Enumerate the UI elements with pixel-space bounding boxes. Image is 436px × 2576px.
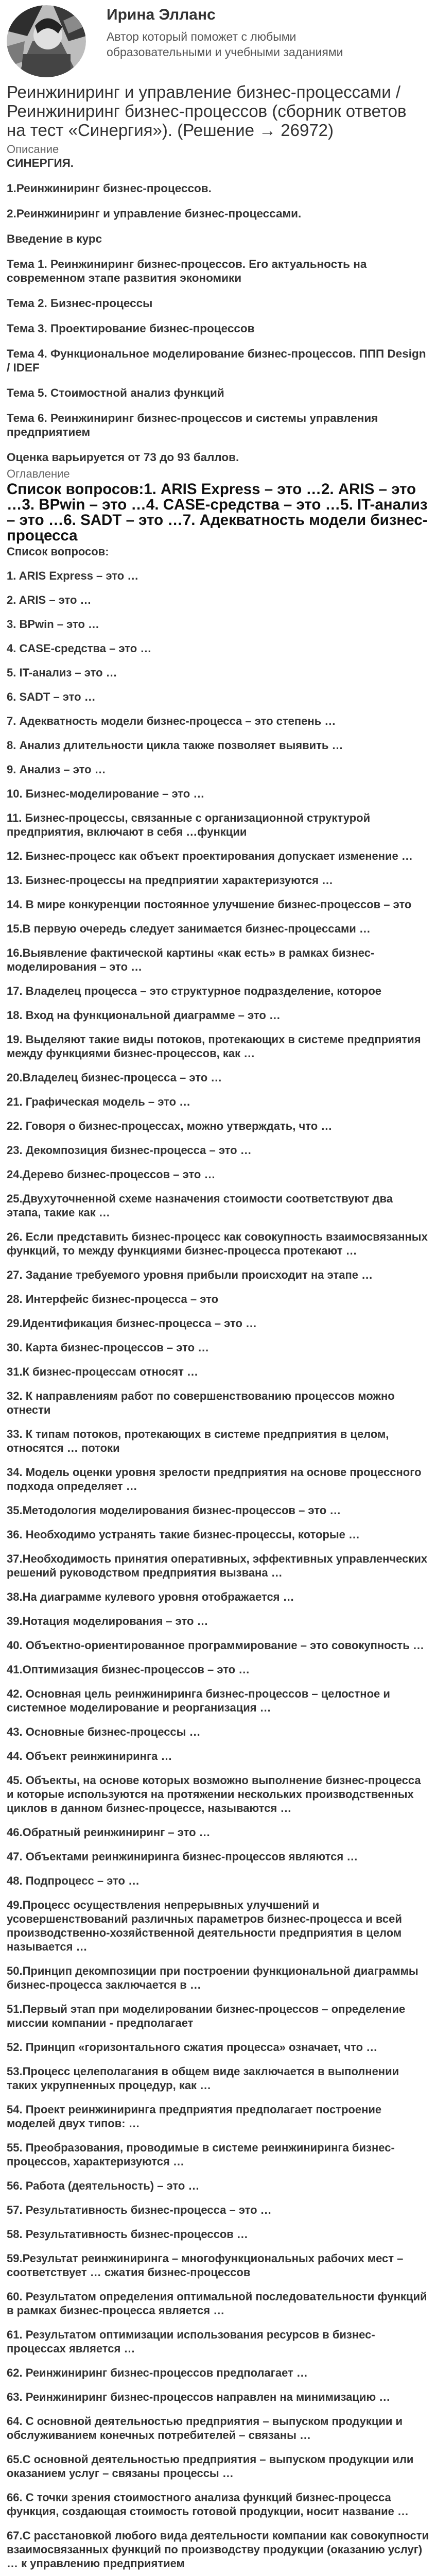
question-item: 52. Принцип «горизонтального сжатия процесса» означает, что … xyxy=(7,2041,378,2054)
question-item: 9. Анализ – это … xyxy=(7,763,106,776)
question-item: 12. Бизнес-процесс как объект проектирования допускает изменение … xyxy=(7,850,413,862)
description-spacer xyxy=(7,246,429,257)
description-spacer xyxy=(7,439,429,450)
description-line: Введение в курс xyxy=(7,232,102,245)
question-item: 54. Проект реинжиниринга предприятия предполагает построение моделей двух типов: … xyxy=(7,2103,382,2130)
question-item: 4. CASE-средства – это … xyxy=(7,642,152,655)
question-item: 65.С основной деятельностью предприятия – выпуском продукции или оказанием услуг – связаны процессы … xyxy=(7,2453,414,2480)
description-block xyxy=(7,156,429,464)
author-avatar[interactable] xyxy=(7,5,86,77)
question-item: 45. Объекты, на основе которых возможно выполнение бизнес-процесса и которые используются на протяжении нескольких производственных циклов в данном бизнес-процессе, называются … xyxy=(7,1774,421,1815)
question-item: 48. Подпроцесс – это … xyxy=(7,1874,140,1887)
question-list xyxy=(7,545,429,2576)
description-line: Тема 6. Реинжиниринг бизнес-процессов и системы управления предприятием xyxy=(7,412,378,438)
question-item: 34. Модель оценки уровня зрелости предприятия на основе процессного подхода определяет … xyxy=(7,1466,422,1493)
question-item: 22. Говоря о бизнес-процессах, можно утверждать, что … xyxy=(7,1120,333,1132)
page-title: Реинжиниринг и управление бизнес-процессами / Реинжиниринг бизнес-процессов (сборник ответов на тест «Синергия»). (Решение → 26972) xyxy=(7,82,407,140)
question-item: 6. SADT – это … xyxy=(7,690,96,703)
avatar-image xyxy=(7,5,86,77)
question-item: 26. Если представить бизнес-процесс как совокупность взаимосвязанных функций, то между функциями бизнес-процесса протекают … xyxy=(7,1230,428,1257)
question-item: 13. Бизнес-процессы на предприятии характеризуются … xyxy=(7,874,334,887)
question-item: 29.Идентификация бизнес-процесса – это … xyxy=(7,1317,257,1330)
question-item: 1. ARIS Express – это … xyxy=(7,569,139,582)
description-spacer xyxy=(7,221,429,232)
description-spacer xyxy=(7,170,429,181)
question-item: 46.Обратный реинжиниринг – это … xyxy=(7,1826,211,1839)
description-line: Тема 2. Бизнес-процессы xyxy=(7,297,153,310)
question-item: 35.Методология моделирования бизнес-процессов – это … xyxy=(7,1504,341,1517)
question-item: 27. Задание требуемого уровня прибыли происходит на этапе … xyxy=(7,1268,373,1281)
question-item: 64. С основной деятельностью предприятия – выпуском продукции и обслуживанием конечных потребителей – связаны … xyxy=(7,2415,403,2442)
description-line: Оценка варьируется от 73 до 93 баллов. xyxy=(7,451,239,464)
question-item: 47. Объектами реинжиниринга бизнес-процессов являются … xyxy=(7,1850,358,1863)
question-item: 15.В первую очередь следует занимается бизнес-процессами … xyxy=(7,922,371,935)
author-block xyxy=(7,0,429,77)
question-item: 19. Выделяют такие виды потоков, протекающих в системе предприятия между функциями бизнес-процессов, как … xyxy=(7,1033,421,1060)
question-item: 37.Необходимость принятия оперативных, эффективных управленческих решений руководством предприятия вызвана … xyxy=(7,1552,428,1579)
question-item: 53.Процесс целеполагания в общем виде заключается в выполнении таких укрупненных процедур, как … xyxy=(7,2065,399,2092)
question-item: 40. Объектно-ориентированное программирование – это совокупность … xyxy=(7,1639,424,1652)
question-item: 50.Принцип декомпозиции при построении функциональной диаграммы бизнес-процесса заключается в … xyxy=(7,1964,418,1991)
description-line: Тема 1. Реинжиниринг бизнес-процессов. Его актуальность на современном этапе развития экономики xyxy=(7,258,367,284)
question-item: 28. Интерфейс бизнес-процесса – это xyxy=(7,1293,219,1306)
question-item: 44. Объект реинжиниринга … xyxy=(7,1750,172,1762)
question-item: 49.Процесс осуществления непрерывных улучшений и усовершенствований различных параметров бизнес-процесса и всей производственно-хозяйственной деятельности предприятия в целом называется … xyxy=(7,1899,402,1953)
question-item: 51.Первый этап при моделировании бизнес-процессов – определение миссии компании - предполагает xyxy=(7,2003,406,2029)
question-item: 38.На диаграмме кулевого уровня отображается … xyxy=(7,1590,294,1603)
description-spacer xyxy=(7,195,429,207)
question-item: 66. С точки зрения стоимостного анализа функций бизнес-процесса функция, создающая стоимость готовой продукции, носит название … xyxy=(7,2491,409,2518)
question-item: 17. Владелец процесса – это структурное подразделение, которое xyxy=(7,985,382,997)
question-item: 63. Реинжиниринг бизнес-процессов направлен на минимизацию … xyxy=(7,2391,391,2403)
toc-heading: Список вопросов:1. ARIS Express – это …2. ARIS – это …3. BPwin – это …4. CASE-средства – это …5. IT-анализ – это …6. SADT – это …7. Адекватность модели бизнес-процесса xyxy=(7,481,428,544)
description-spacer xyxy=(7,375,429,386)
question-item: 24.Дерево бизнес-процессов – это … xyxy=(7,1168,216,1181)
question-item: 33. К типам потоков, протекающих в системе предприятия в целом, относятся … потоки xyxy=(7,1428,389,1454)
description-label: Описание xyxy=(7,143,59,156)
question-item: 67.С расстановкой любого вида деятельности компании как совокупности взаимосвязанных функций по производству продукции (оказанию услуг) … к управлению предприятием xyxy=(7,2529,429,2570)
description-line: Тема 4. Функциональное моделирование бизнес-процессов. ППП Design / IDEF xyxy=(7,347,426,374)
question-item: 61. Результатом оптимизации использования ресурсов в бизнес-процессах является … xyxy=(7,2328,375,2355)
question-item: 41.Оптимизация бизнес-процессов – это … xyxy=(7,1663,250,1676)
question-item: 31.К бизнес-процессам относят … xyxy=(7,1365,199,1378)
question-item: 8. Анализ длительности цикла также позволяет выявить … xyxy=(7,739,343,752)
question-item: 57. Результативность бизнес-процесса – это … xyxy=(7,2204,272,2216)
question-item: 11. Бизнес-процессы, связанные с организационной структурой предприятия, включают в себя …функции xyxy=(7,811,371,838)
question-item: 20.Владелец бизнес-процесса – это … xyxy=(7,1071,222,1084)
question-item: 30. Карта бизнес-процессов – это … xyxy=(7,1341,210,1354)
question-item: 36. Необходимо устранять такие бизнес-процессы, которые … xyxy=(7,1528,360,1541)
author-name[interactable]: Ирина Элланс xyxy=(107,6,216,23)
question-item: 60. Результатом определения оптимальной последовательности функций в рамках бизнес-процесса является … xyxy=(7,2290,427,2317)
description-line: СИНЕРГИЯ. xyxy=(7,157,74,170)
description-line: 1.Реинжиниринг бизнес-процессов. xyxy=(7,182,212,195)
author-description: Автор который поможет с любыми образовательными и учебными заданиями xyxy=(107,30,343,59)
description-spacer xyxy=(7,285,429,296)
question-item: 43. Основные бизнес-процессы … xyxy=(7,1725,201,1738)
toc-label: Оглавление xyxy=(7,467,70,480)
question-item: 3. BPwin – это … xyxy=(7,618,100,631)
question-item: 42. Основная цель реинжиниринга бизнес-процессов – целостное и системное моделирование и реорганизация … xyxy=(7,1687,390,1714)
question-item: 16.Выявление фактической картины «как есть» в рамках бизнес-моделирования – это … xyxy=(7,946,375,973)
question-item: 59.Результат реинжиниринга – многофункциональных рабочих мест – соответствует … сжатия бизнес-процессов xyxy=(7,2252,404,2279)
question-item: 56. Работа (деятельность) – это … xyxy=(7,2179,200,2192)
question-item: 39.Нотация моделирования – это … xyxy=(7,1615,208,1628)
question-item: 32. К направлениям работ по совершенствованию процессов можно отнести xyxy=(7,1389,395,1416)
question-item: 2. ARIS – это … xyxy=(7,594,92,606)
question-list-heading: Список вопросов: xyxy=(7,545,109,558)
question-item: 14. В мире конкуренции постоянное улучшение бизнес-процессов – это xyxy=(7,898,412,911)
description-spacer xyxy=(7,310,429,321)
question-item: 58. Результативность бизнес-процессов … xyxy=(7,2228,248,2241)
question-item: 23. Декомпозиция бизнес-процесса – это … xyxy=(7,1144,252,1157)
question-item: 21. Графическая модель – это … xyxy=(7,1095,191,1108)
question-item: 7. Адекватность модели бизнес-процесса – это степень … xyxy=(7,715,336,727)
question-item: 25.Двухуточненной схеме назначения стоимости соответствуют два этапа, такие как … xyxy=(7,1192,393,1219)
question-item: 18. Вход на функциональной диаграмме – это … xyxy=(7,1009,281,1022)
description-line: Тема 5. Стоимостной анализ функций xyxy=(7,386,224,399)
question-item: 5. IT-анализ – это … xyxy=(7,666,117,679)
question-item: 62. Реинжиниринг бизнес-процессов предполагает … xyxy=(7,2366,308,2379)
description-line: Тема 3. Проектирование бизнес-процессов xyxy=(7,322,255,335)
description-line: 2.Реинжиниринг и управление бизнес-процессами. xyxy=(7,207,302,220)
question-item: 10. Бизнес-моделирование – это … xyxy=(7,787,205,800)
description-spacer xyxy=(7,400,429,411)
question-item: 55. Преобразования, проводимые в системе реинжиниринга бизнес-процессов, характеризуются … xyxy=(7,2141,395,2168)
author-info xyxy=(107,5,395,60)
description-spacer xyxy=(7,335,429,347)
